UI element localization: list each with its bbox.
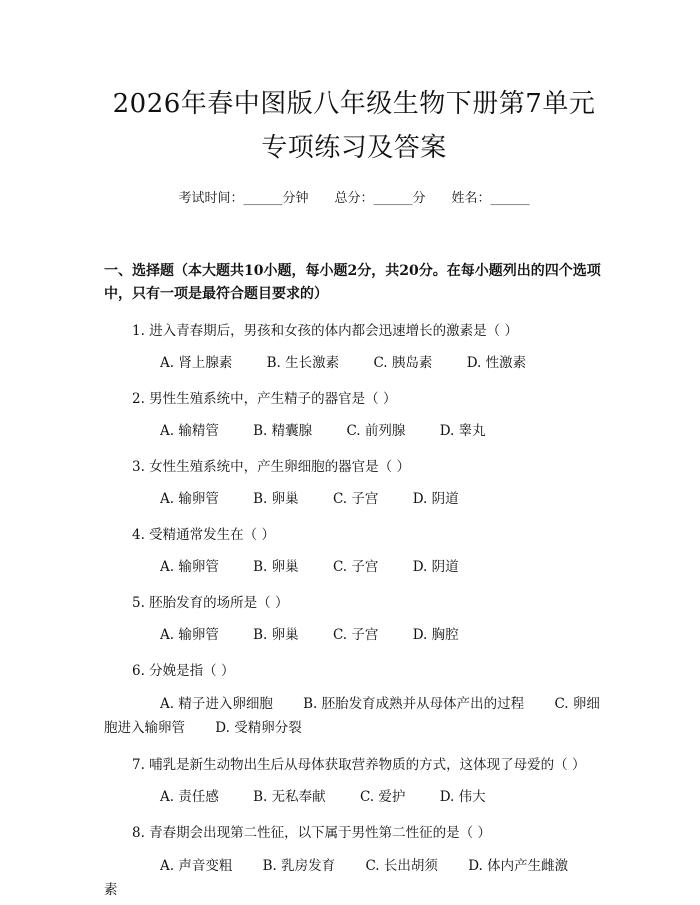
question-8 <box>104 822 604 902</box>
option-c: C. 子宫 <box>332 491 379 507</box>
question-options <box>104 352 604 374</box>
total-score-field: 总分：______分 <box>334 191 426 206</box>
option-d: D. 睾丸 <box>439 423 486 439</box>
option-c: C. 前列腺 <box>346 423 406 439</box>
option-a: A. 声音变粗 <box>160 858 233 874</box>
question-6 <box>104 660 604 740</box>
question-options <box>104 624 604 646</box>
option-d: D. 胸腔 <box>412 627 459 643</box>
question-options <box>104 420 604 442</box>
option-c: C. 长出胡须 <box>365 858 438 874</box>
question-stem: 4. 受精通常发生在（ ） <box>132 527 275 543</box>
option-b: B. 卵巢 <box>253 559 299 575</box>
question-stem: 6. 分娩是指（ ） <box>132 663 235 679</box>
exam-time-field: 考试时间：______分钟 <box>178 191 309 206</box>
option-a: A. 输卵管 <box>160 491 219 507</box>
option-a: A. 肾上腺素 <box>160 355 233 371</box>
question-options <box>104 692 604 740</box>
option-d: D. 阴道 <box>412 559 459 575</box>
option-d: D. 阴道 <box>412 491 459 507</box>
option-d: D. 受精卵分裂 <box>215 720 302 736</box>
option-b: B. 卵巢 <box>253 491 299 507</box>
option-b: B. 精囊腺 <box>253 423 313 439</box>
option-c: C. 子宫 <box>332 627 379 643</box>
question-options <box>104 488 604 510</box>
option-c: C. 爱护 <box>359 789 406 805</box>
question-list <box>104 320 604 902</box>
option-c: C. 子宫 <box>332 559 379 575</box>
option-b: B. 乳房发育 <box>262 858 336 874</box>
option-b: B. 生长激素 <box>266 355 340 371</box>
question-stem: 5. 胚胎发育的场所是（ ） <box>132 595 289 611</box>
page-title: 2026年春中图版八年级生物下册第7单元专项练习及答案 <box>112 89 596 163</box>
question-stem: 2. 男性生殖系统中，产生精子的器官是（ ） <box>132 391 397 407</box>
question-2 <box>104 388 604 442</box>
question-options <box>104 786 604 808</box>
exam-meta <box>104 190 604 208</box>
option-a: A. 责任感 <box>160 789 219 805</box>
question-3 <box>104 456 604 510</box>
option-d: D. 性激素 <box>466 355 527 371</box>
option-c: C. 卵细胞进入输卵管 <box>104 696 600 736</box>
option-a: A. 输精管 <box>160 423 219 439</box>
question-stem: 7. 哺乳是新生动物出生后从母体获取营养物质的方式，这体现了母爱的（ ） <box>132 757 586 773</box>
question-5 <box>104 592 604 646</box>
question-1 <box>104 320 604 374</box>
question-stem: 8. 青春期会出现第二性征，以下属于男性第二性征的是（ ） <box>132 825 491 841</box>
option-b: B. 胚胎发育成熟并从母体产出的过程 <box>303 696 525 712</box>
question-stem: 3. 女性生殖系统中，产生卵细胞的器官是（ ） <box>132 459 410 475</box>
question-4 <box>104 524 604 578</box>
option-d: D. 体内产生雌激素 <box>104 858 569 898</box>
option-a: A. 精子进入卵细胞 <box>160 696 273 712</box>
option-b: B. 卵巢 <box>253 627 299 643</box>
option-b: B. 无私奉献 <box>253 789 326 805</box>
option-a: A. 输卵管 <box>160 559 219 575</box>
question-stem: 1. 进入青春期后，男孩和女孩的体内都会迅速增长的激素是（ ） <box>132 323 518 339</box>
option-d: D. 伟大 <box>439 789 486 805</box>
question-7 <box>104 754 604 808</box>
question-options <box>104 854 604 902</box>
option-a: A. 输卵管 <box>160 627 219 643</box>
section-heading: 一、选择题（本大题共10小题，每小题2分，共20分。在每小题列出的四个选项中，只有一项是最符合题目要求的） <box>104 263 601 302</box>
student-name-field: 姓名：______ <box>451 191 530 206</box>
question-options <box>104 556 604 578</box>
option-c: C. 胰岛素 <box>373 355 433 371</box>
